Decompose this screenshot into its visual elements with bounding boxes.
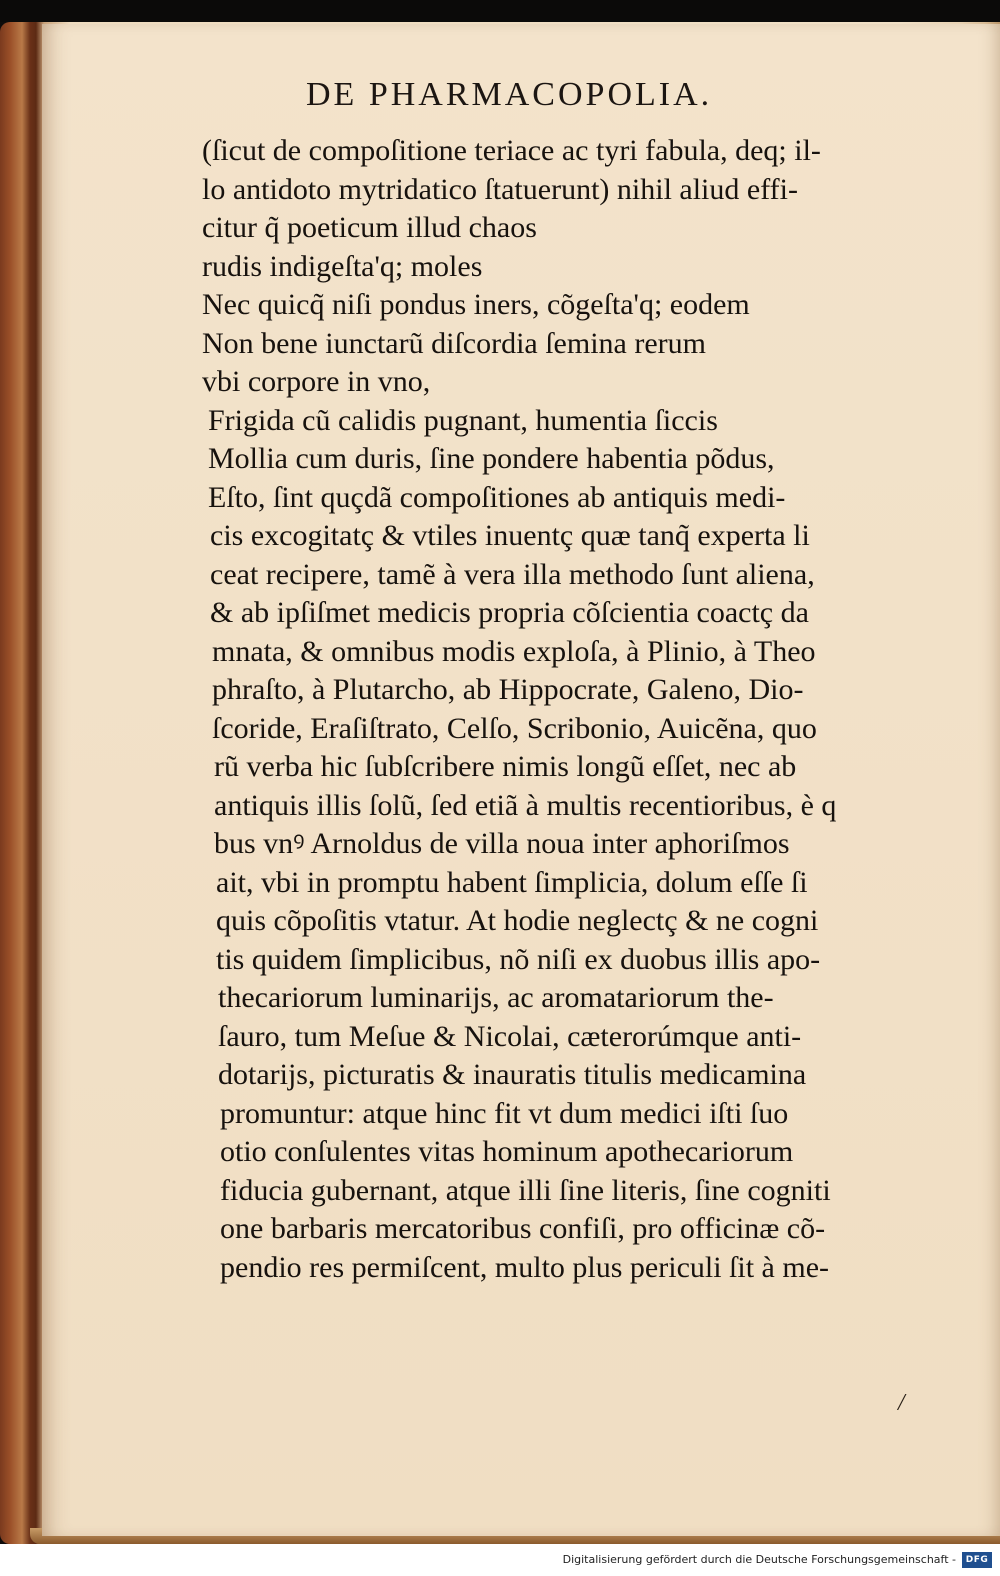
text-line: ait, vbi in promptu habent ſimplicia, dolum eſſe ſi [216, 865, 808, 899]
text-line: fiducia gubernant, atque illi ſine literis, ſine cogniti [220, 1173, 831, 1207]
text-line: ſauro, tum Meſue & Nicolai, cæterorúmque anti- [218, 1019, 802, 1053]
text-line: pendio res permiſcent, multo plus periculi ſit à me- [220, 1250, 830, 1284]
text-line: otio conſulentes vitas hominum apothecariorum [220, 1135, 794, 1168]
text-line: tis quidem ſimplicibus, nõ niſi ex duobus illis apo- [216, 942, 821, 976]
text-line: cis excogitatç & vtiles inuentç quæ tanq̃ experta li [210, 519, 810, 552]
text-line: Nec quicq̃ niſi pondus iners, cõgeſta'q; eodem [202, 288, 750, 321]
running-head: DE PHARMACOPOLIA. [306, 76, 713, 113]
text-line: Eſto, ſint quçdã compoſitiones ab antiquis medi- [208, 480, 786, 514]
text-line: & ab ipſiſmet medicis propria cõſcientia coactç da [210, 596, 809, 629]
text-line: citur q̃ poeticum illud chaos [202, 211, 537, 244]
text-line: (ſicut de compoſitione teriace ac tyri fabula, deq; il- [202, 134, 821, 167]
text-line: vbi corpore in vno, [202, 365, 431, 398]
text-line: lo antidoto mytridatico ſtatuerunt) nihil aliud effi- [202, 172, 798, 206]
text-line: thecariorum luminarijs, ac aromatariorum the- [218, 981, 774, 1014]
text-line: bus vnꝰ Arnoldus de villa noua inter aphoriſmos [214, 827, 790, 860]
text-line: promuntur: atque hinc fit vt dum medici iſti ſuo [220, 1096, 789, 1130]
text-line: Non bene iunctarũ diſcordia ſemina rerum [202, 326, 706, 360]
funding-credit: Digitalisierung gefördert durch die Deutsche Forschungsgemeinschaft - [562, 1553, 956, 1566]
text-line: one barbaris mercatoribus confiſi, pro officinæ cõ- [220, 1212, 826, 1245]
text-line: Mollia cum duris, ſine pondere habentia põdus, [208, 442, 775, 475]
text-line: Frigida cũ calidis pugnant, humentia ſiccis [208, 403, 718, 437]
text-line: mnata, & omnibus modis exploſa, à Plinio, à Theo [212, 634, 816, 668]
text-line: ſcoride, Eraſiſtrato, Celſo, Scribonio, Auicẽna, quo [212, 711, 817, 745]
text-line: dotarijs, picturatis & inauratis titulis medicamina [218, 1058, 807, 1091]
text-line: antiquis illis ſolũ, ſed etiã à multis recentioribus, è q [214, 788, 837, 822]
text-line: ceat recipere, tamẽ à vera illa methodo ſunt aliena, [210, 557, 815, 591]
text-line: rũ verba hic ſubſcribere nimis longũ eſſet, nec ab [214, 750, 797, 783]
dfg-logo-icon: DFG [962, 1552, 992, 1568]
text-line: phraſto, à Plutarcho, ab Hippocrate, Galeno, Dio- [212, 673, 804, 706]
scan-top-border [0, 0, 1000, 22]
body-text [202, 132, 962, 1287]
text-line: quis cõpoſitis vtatur. At hodie neglectç & ne cogni [216, 904, 819, 937]
page-mark: / [898, 1390, 905, 1416]
digitization-footer [0, 1544, 1000, 1576]
text-line: rudis indigeſta'q; moles [202, 249, 483, 283]
